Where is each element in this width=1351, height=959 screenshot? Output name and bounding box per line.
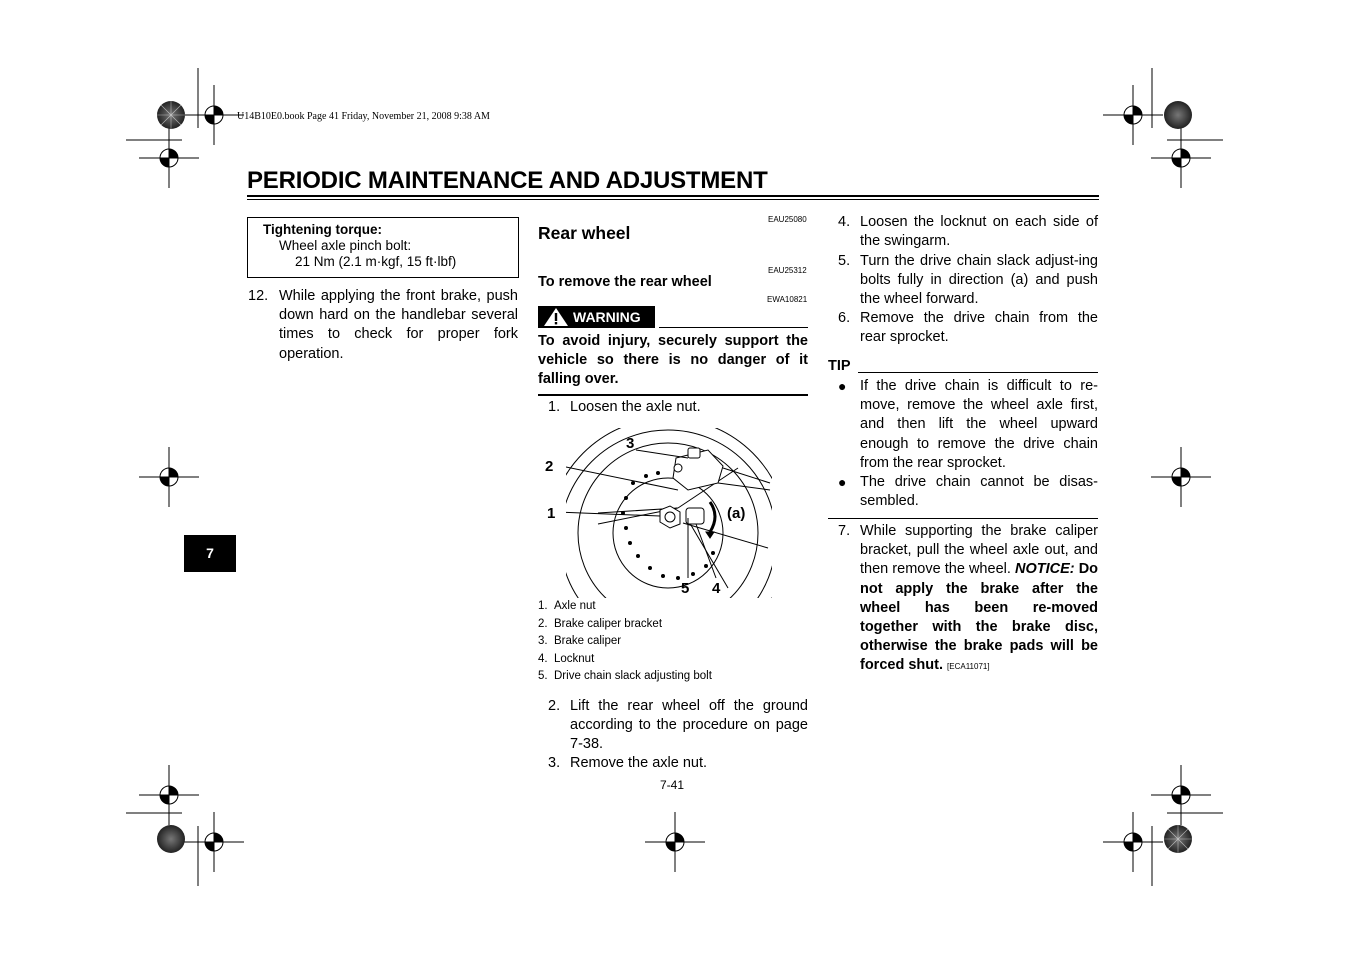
figure-legend — [538, 600, 712, 688]
step-2 — [548, 697, 808, 755]
fig-label-a: (a) — [727, 505, 746, 522]
tip-text: The drive chain cannot be disas-sembled. — [860, 474, 1098, 510]
doc-code: EAU25080 — [768, 215, 807, 224]
tip-bottom-rule — [828, 518, 1098, 519]
torque-line1: Wheel axle pinch bolt: — [279, 238, 412, 253]
torque-line2: 21 Nm (2.1 m·kgf, 15 ft·lbf) — [295, 254, 457, 269]
warning-label: WARNING — [573, 309, 641, 325]
subheading: To remove the rear wheel — [538, 274, 712, 290]
rear-wheel-diagram — [538, 428, 772, 598]
warning-rule — [659, 327, 808, 328]
step-number: 2. — [548, 698, 561, 714]
step7-text: While supporting the brake caliper bracket, pull the wheel axle out, and then remove the wheel. — [860, 523, 1098, 578]
step-text: Remove the axle nut. — [570, 755, 708, 771]
fig-label-1: 1 — [547, 505, 556, 522]
tip-item — [838, 377, 1098, 473]
title-rule-thin — [247, 199, 1099, 200]
step-number: 1. — [548, 399, 561, 415]
step-text: Loosen the axle nut. — [570, 399, 701, 415]
step-text: Lift the rear wheel off the ground according to the procedure on page 7-38. — [570, 698, 808, 753]
step-number: 4. — [838, 214, 851, 230]
legend-item: 2. Brake caliper bracket — [538, 617, 663, 630]
step-4 — [838, 213, 1098, 251]
step-7 — [838, 522, 1098, 677]
step-number: 12. — [248, 288, 269, 304]
step-number: 3. — [548, 755, 561, 771]
legend-item: 5. Drive chain slack adjusting bolt — [538, 670, 712, 682]
tip-rule — [858, 372, 1098, 373]
step-number: 5. — [838, 253, 851, 269]
tip-label: TIP — [828, 358, 851, 374]
notice-text: Do not apply the brake after the wheel has been re-moved together with the brake disc, otherwise the brake pads will be forced shut. — [860, 561, 1099, 674]
step-number: 7. — [838, 523, 851, 539]
legend-item: 1. Axle nut — [538, 600, 596, 612]
title-rule — [247, 195, 1099, 197]
fig-label-3: 3 — [626, 435, 635, 452]
tip-text: If the drive chain is difficult to re-move, remove the wheel axle first, and then lift the wheel upward enough to remove the drive chain from the rear sprocket. — [860, 378, 1098, 471]
step-text — [860, 522, 1098, 677]
page-number: 7-41 — [660, 778, 685, 792]
legend-item: 4. Locknut — [538, 652, 595, 665]
section-title: PERIODIC MAINTENANCE AND ADJUSTMENT — [247, 167, 768, 194]
notice-code: [ECA11071] — [947, 662, 990, 672]
doc-code: EWA10821 — [767, 295, 808, 304]
fig-label-5: 5 — [681, 580, 690, 597]
step-text: Remove the drive chain from the rear sprocket. — [860, 310, 1098, 346]
step-text: Turn the drive chain slack adjust-ing bolts fully in direction (a) and push the wheel forward. — [860, 253, 1098, 308]
warning-bottom-rule — [538, 394, 808, 396]
torque-box — [247, 217, 519, 278]
book-header-line: U14B10E0.book Page 41 Friday, November 21, 2008 9:38 AM — [237, 111, 490, 122]
step-text: While applying the front brake, push down hard on the handlebar several times to check for proper fork operation. — [279, 288, 518, 362]
tip-item — [838, 473, 1098, 511]
step-3 — [548, 754, 808, 773]
step-number: 6. — [838, 310, 851, 326]
step-text: Loosen the locknut on each side of the swingarm. — [860, 214, 1098, 250]
fig-label-2: 2 — [545, 458, 554, 475]
notice-label: NOTICE: — [1014, 561, 1075, 578]
step-6 — [838, 309, 1098, 347]
bullet-icon: ● — [838, 474, 847, 490]
torque-heading: Tightening torque: — [263, 222, 382, 237]
fig-label-4: 4 — [712, 580, 721, 597]
warning-triangle-icon — [543, 307, 569, 327]
step-12 — [248, 287, 518, 364]
warning-text: To avoid injury, securely support the vehicle so there is no danger of it falling over. — [538, 333, 808, 388]
section-heading: Rear wheel — [538, 223, 631, 243]
warning-badge — [538, 306, 655, 328]
doc-code: EAU25312 — [768, 266, 807, 275]
bullet-icon: ● — [838, 378, 847, 394]
legend-item: 3. Brake caliper — [538, 635, 622, 647]
step-1 — [548, 398, 808, 417]
chapter-tab: 7 — [184, 535, 236, 572]
step-5 — [838, 252, 1098, 310]
